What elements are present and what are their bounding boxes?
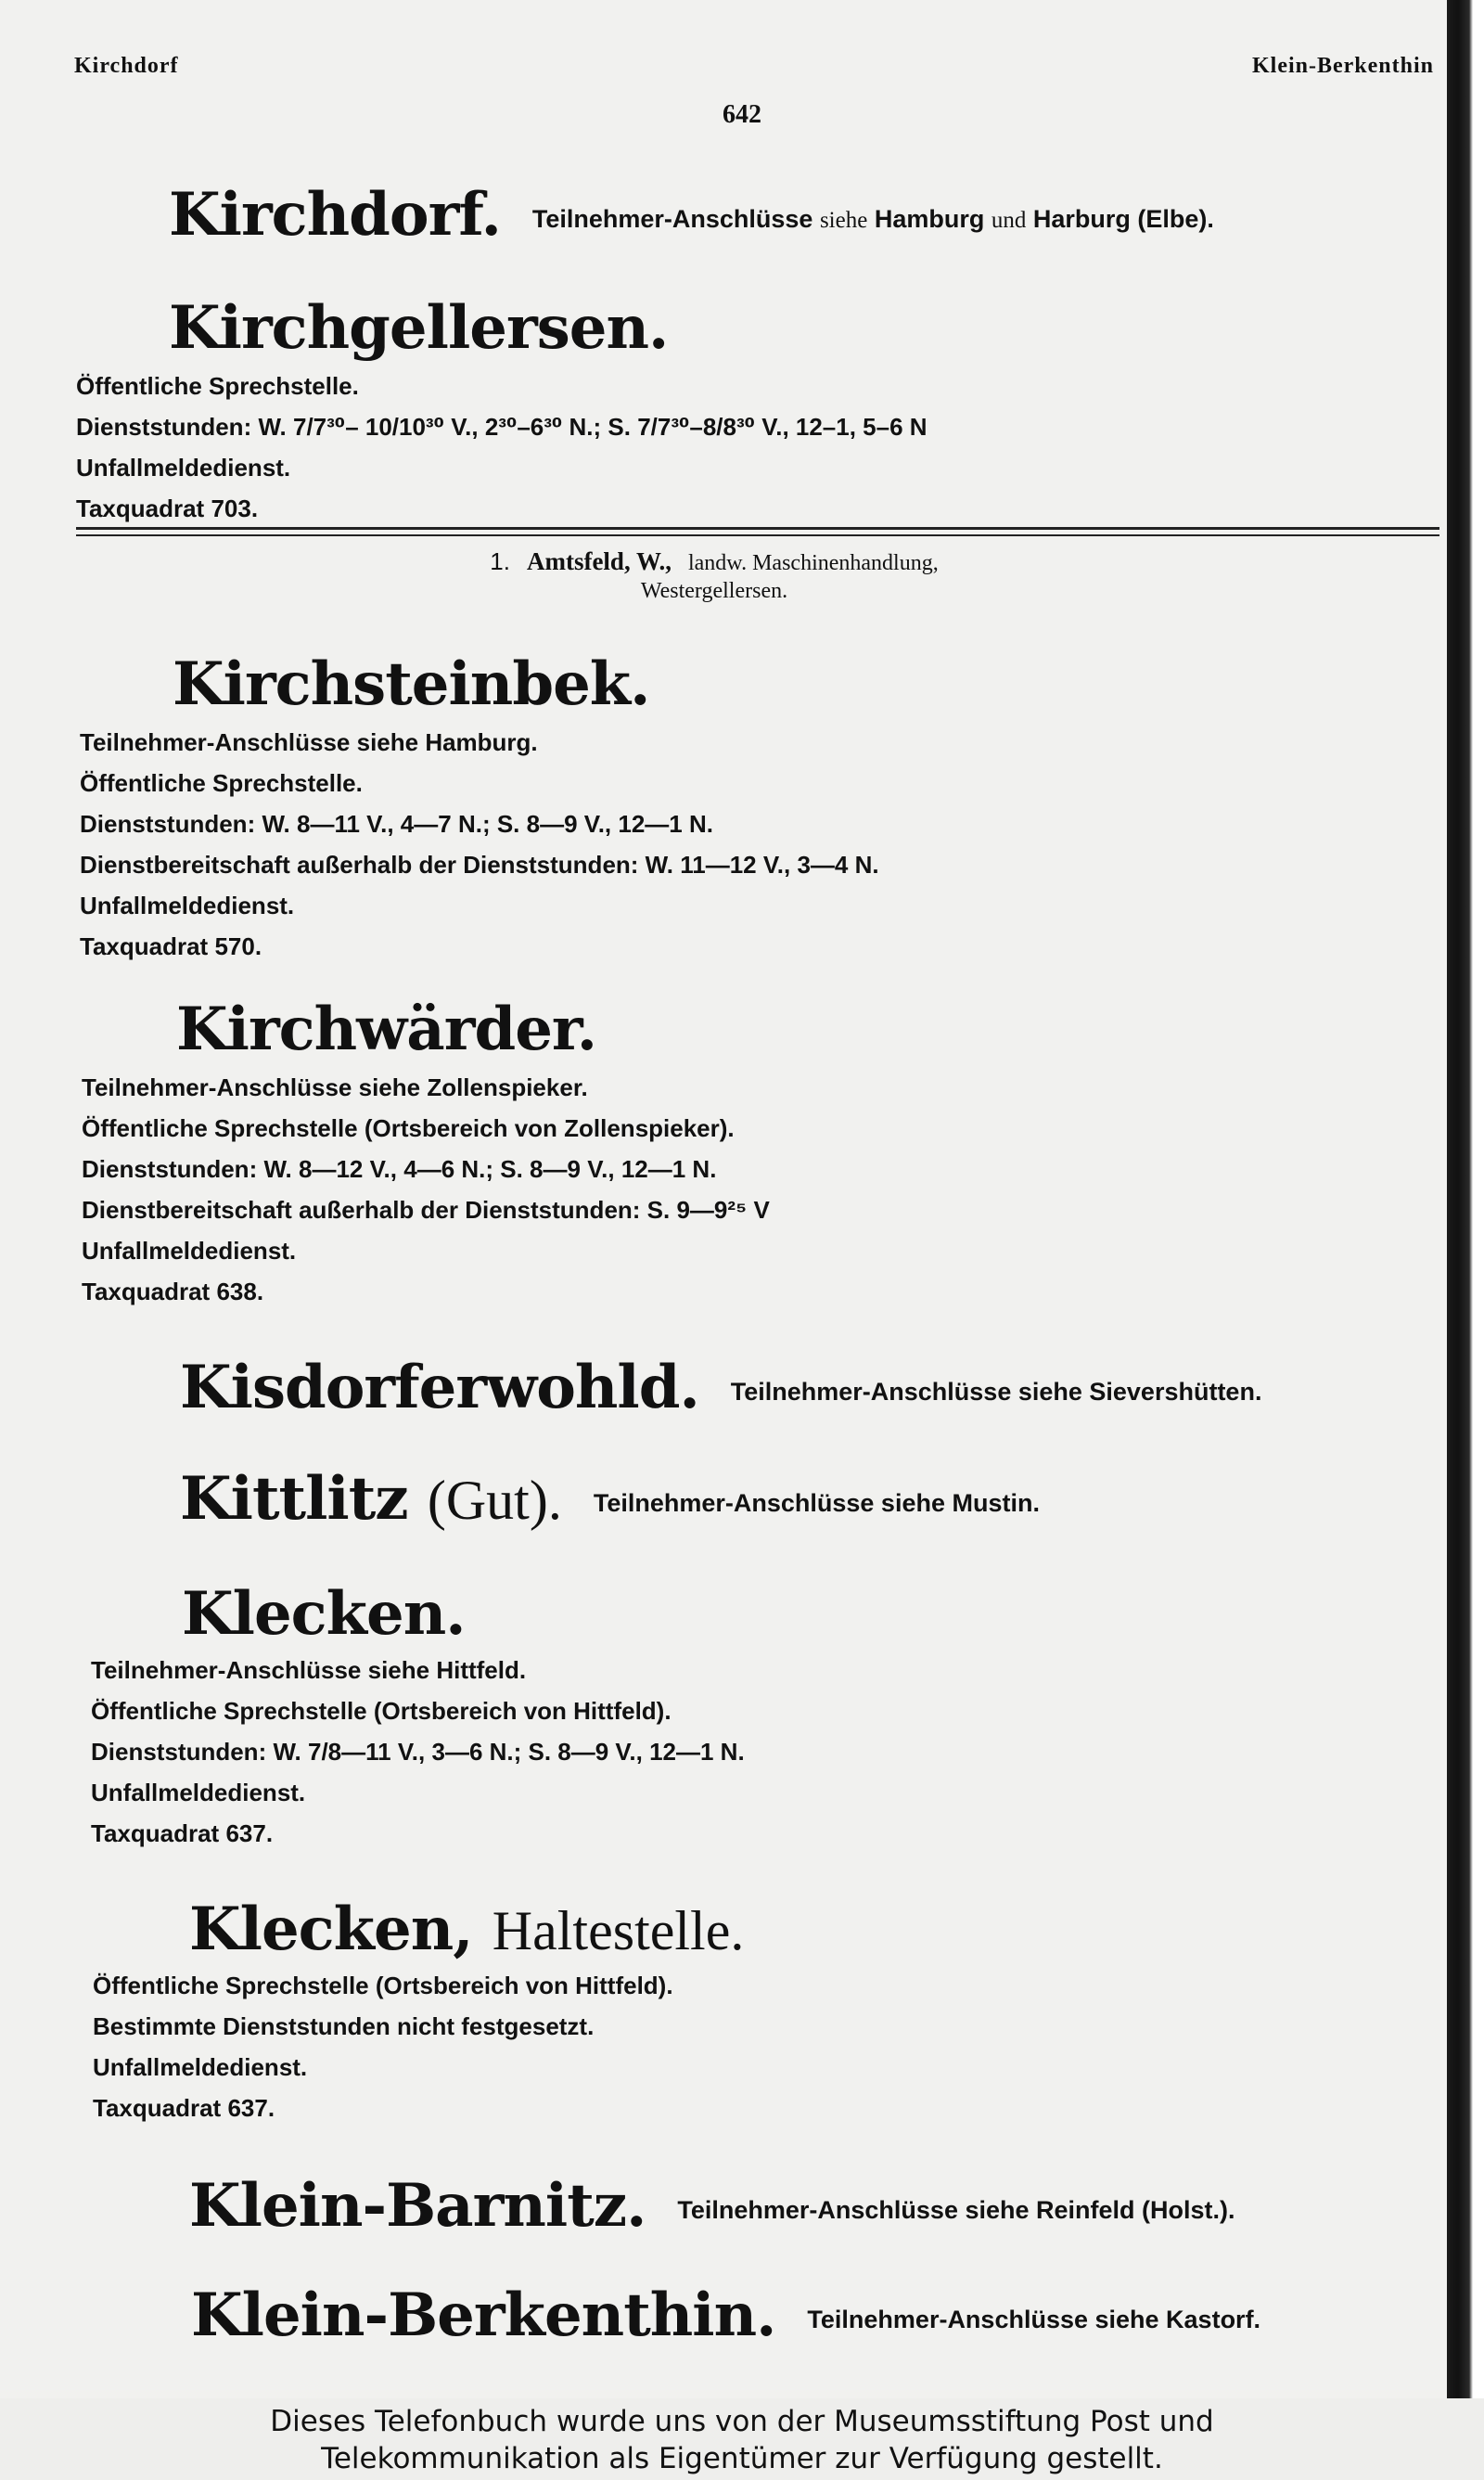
entry-klein-berkenthin: [191, 2281, 1484, 2350]
entry-reference: Teilnehmer-Anschlüsse siehe Mustin.: [593, 1489, 1040, 1517]
entry-details: [93, 1965, 1484, 2128]
entry-reference: Teilnehmer-Anschlüsse siehe Hamburg und Harburg (Elbe).: [531, 205, 1214, 233]
entry-details: [76, 366, 1484, 529]
entry-title: Kisdorferwohld.: [180, 1353, 699, 1422]
entry-reference: Teilnehmer-Anschlüsse siehe Kastorf.: [807, 2306, 1261, 2333]
entry-kirchsteinbek: [173, 649, 1484, 719]
entry-title: Kirchgellersen.: [169, 293, 669, 363]
notice-line: Telekommunikation als Eigentümer zur Verfügung gestellt.: [321, 2442, 1163, 2475]
detail-line: Teilnehmer-Anschlüsse siehe Hamburg.: [80, 728, 538, 756]
detail-line: Dienststunden: W. 8—12 V., 4—6 N.; S. 8—9 V., 12—1 N.: [82, 1155, 717, 1183]
detail-line: Öffentliche Sprechstelle (Ortsbereich von Zollenspieker).: [82, 1114, 735, 1142]
detail-line: Unfallmeldedienst.: [76, 454, 291, 482]
detail-line: Taxquadrat 638.: [82, 1278, 264, 1305]
entry-details: [82, 1067, 1484, 1312]
subscriber-listing: [0, 547, 1428, 605]
entry-kisdorferwohld: [180, 1353, 1484, 1422]
book-binding-edge: [1447, 0, 1484, 2398]
entry-title: Kittlitz: [180, 1464, 408, 1534]
detail-line: Teilnehmer-Anschlüsse siehe Zollenspieker.: [82, 1073, 588, 1101]
entry-details: [91, 1650, 1484, 1854]
entry-klein-barnitz: [189, 2171, 1484, 2241]
detail-line: Öffentliche Sprechstelle.: [76, 372, 359, 400]
detail-line: Teilnehmer-Anschlüsse siehe Hittfeld.: [91, 1656, 527, 1684]
entry-kittlitz: [180, 1464, 1484, 1534]
detail-line: Taxquadrat 637.: [93, 2094, 275, 2122]
entry-title-suffix: (Gut).: [427, 1470, 562, 1531]
detail-line: Dienstbereitschaft außerhalb der Dienststunden: W. 11—12 V., 3—4 N.: [80, 851, 879, 879]
entry-title: Kirchdorf.: [169, 180, 501, 250]
page-number: 642: [723, 100, 761, 129]
detail-line: Dienststunden: W. 7/7³⁰– 10/10³⁰ V., 2³⁰–6³⁰ N.; S. 7/7³⁰–8/8³⁰ V., 12–1, 5–6 N: [76, 413, 928, 441]
detail-line: Taxquadrat 703.: [76, 495, 259, 522]
divider-rule: [76, 527, 1439, 530]
entry-title: Klein-Barnitz.: [189, 2171, 646, 2241]
subscriber-number: 1.: [490, 547, 510, 575]
detail-line: Dienstbereitschaft außerhalb der Dienststunden: S. 9—9²⁵ V: [82, 1196, 770, 1224]
detail-line: Taxquadrat 637.: [91, 1819, 274, 1847]
entry-details: [80, 722, 1484, 967]
entry-kirchgellersen: [169, 293, 1484, 363]
detail-line: Dienststunden: W. 8—11 V., 4—7 N.; S. 8—9 V., 12—1 N.: [80, 810, 713, 838]
detail-line: Bestimmte Dienststunden nicht festgesetzt.: [93, 2012, 595, 2040]
entry-title: Kirchwärder.: [176, 995, 597, 1064]
entry-klecken: [182, 1579, 1484, 1649]
entry-kirchwaerder: [176, 995, 1484, 1064]
detail-line: Dienststunden: W. 7/8—11 V., 3—6 N.; S. 8—9 V., 12—1 N.: [91, 1738, 745, 1766]
divider-rule: [76, 534, 1439, 536]
running-head-left: Kirchdorf: [74, 54, 179, 78]
detail-line: Taxquadrat 570.: [80, 932, 262, 960]
entry-title: Kirchsteinbek.: [173, 649, 650, 719]
detail-line: Öffentliche Sprechstelle (Ortsbereich von Hittfeld).: [93, 1972, 673, 1999]
detail-line: Unfallmeldedienst.: [93, 2053, 308, 2081]
subscriber-business: landw. Maschinenhandlung,: [687, 551, 939, 575]
ownership-notice: [0, 2398, 1484, 2480]
entry-title: Klecken,: [189, 1895, 473, 1964]
subscriber-name: Amtsfeld, W.,: [526, 547, 672, 575]
detail-line: Unfallmeldedienst.: [91, 1779, 306, 1806]
entry-title-suffix: Haltestelle.: [492, 1900, 745, 1961]
entry-title: Klein-Berkenthin.: [191, 2281, 776, 2350]
entry-kirchdorf: [169, 180, 1484, 250]
detail-line: Öffentliche Sprechstelle.: [80, 769, 363, 797]
notice-line: Dieses Telefonbuch wurde uns von der Museumsstiftung Post und: [270, 2405, 1214, 2438]
detail-line: Unfallmeldedienst.: [80, 892, 295, 919]
detail-line: Unfallmeldedienst.: [82, 1237, 297, 1265]
entry-reference: Teilnehmer-Anschlüsse siehe Sievershütten.: [730, 1378, 1262, 1406]
subscriber-location: Westergellersen.: [640, 579, 788, 603]
entry-klecken-haltestelle: [189, 1895, 1484, 1964]
entry-reference: Teilnehmer-Anschlüsse siehe Reinfeld (Holst.).: [677, 2196, 1235, 2224]
entry-title: Klecken.: [182, 1579, 466, 1649]
running-head-right: Klein-Berkenthin: [1251, 54, 1434, 78]
detail-line: Öffentliche Sprechstelle (Ortsbereich von Hittfeld).: [91, 1697, 672, 1725]
